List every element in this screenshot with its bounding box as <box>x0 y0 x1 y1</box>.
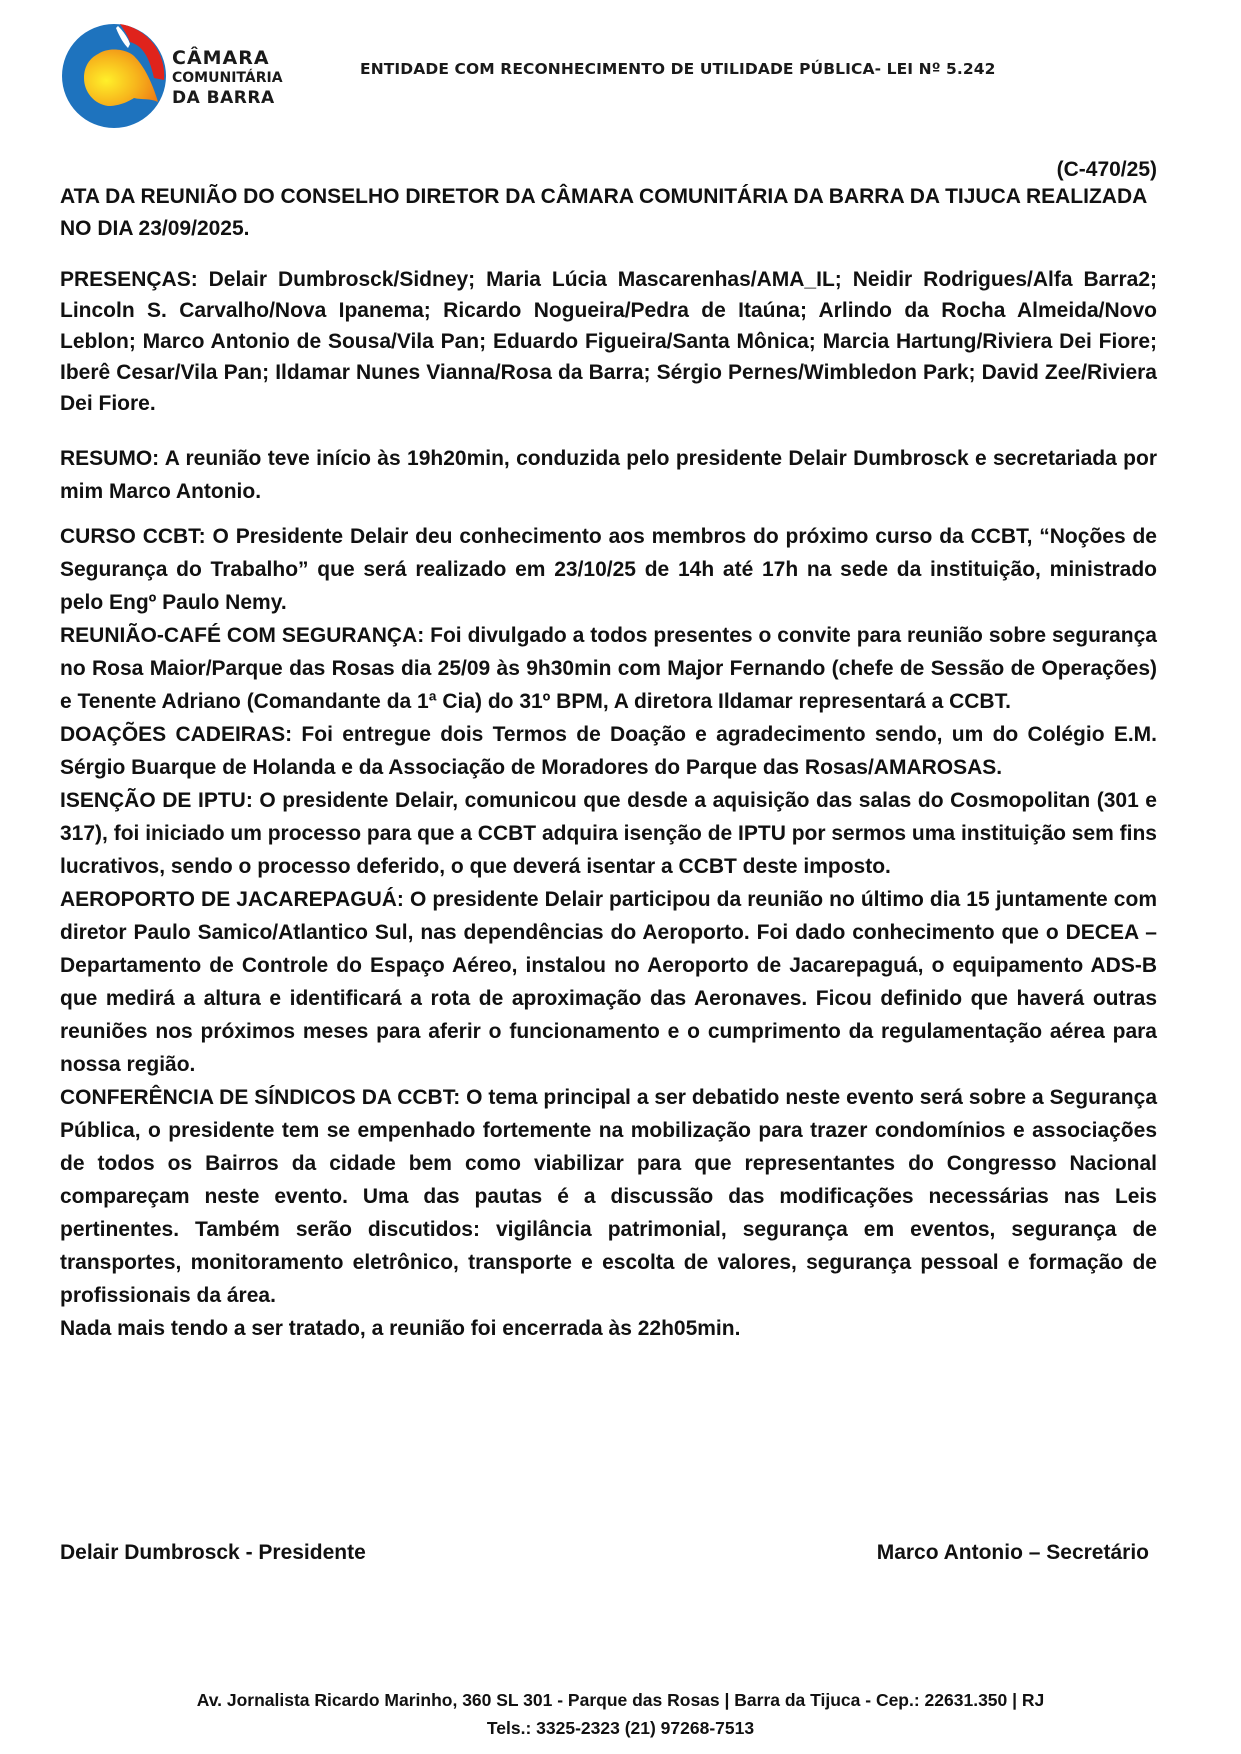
summary-text: A reunião teve início às 19h20min, conduzida pelo presidente Delair Dumbrosck e secretariada por mim Marco Antonio. <box>60 447 1157 503</box>
logo-line-1: CÂMARA <box>172 47 270 69</box>
document-code: (C-470/25) <box>1056 158 1157 181</box>
section-text: O presidente Delair, comunicou que desde a aquisição das salas do Cosmopolitan (301 e 317), foi iniciado um processo para que a CCBT adquira isenção de IPTU por sermos uma instituição sem fins lucrativos, sendo o processo deferido, o que deverá isentar a CCBT deste imposto. <box>60 789 1157 878</box>
section-label: CONFERÊNCIA DE SÍNDICOS DA CCBT: <box>60 1086 461 1109</box>
section-text: O Presidente Delair deu conhecimento aos membros do próximo curso da CCBT, “Noções de Segurança do Trabalho” que será realizado em 23/10/25 de 14h até 17h na sede da instituição, ministrado pelo Engº Paulo Nemy. <box>60 525 1157 614</box>
section-label: CURSO CCBT: <box>60 525 206 548</box>
section-curso-ccbt <box>60 520 1157 619</box>
signature-secretary: Marco Antonio – Secretário <box>876 1541 1149 1564</box>
ccbt-logo-icon <box>58 20 170 132</box>
section-label: AEROPORTO DE JACAREPAGUÁ: <box>60 888 404 911</box>
section-text: O presidente Delair participou da reunião no último dia 15 juntamente com diretor Paulo Samico/Atlantico Sul, nas dependências do Aeroporto. Foi dado conhecimento que o DECEA – Departamento de Controle do Espaço Aéreo, instalou no Aeroporto de Jacarepaguá, o equipamento ADS-B que medirá a altura e identificará a rota de aproximação das Aeronaves. Ficou definido que haverá outras reuniões nos próximos meses para aferir o funcionamento e o cumprimento da regulamentação aérea para nossa região. <box>60 888 1157 1076</box>
section-text: Foi entregue dois Termos de Doação e agradecimento sendo, um do Colégio E.M. Sérgio Buarque de Holanda e da Associação de Moradores do Parque das Rosas/AMAROSAS. <box>60 723 1157 779</box>
section-aeroporto <box>60 883 1157 1081</box>
section-label: REUNIÃO-CAFÉ COM SEGURANÇA: <box>60 624 425 647</box>
entity-recognition-text: ENTIDADE COM RECONHECIMENTO DE UTILIDADE PÚBLICA- LEI Nº 5.242 <box>360 60 996 78</box>
section-text: Foi divulgado a todos presentes o convite para reunião sobre segurança no Rosa Maior/Parque das Rosas dia 25/09 às 9h30min com Major Fernando (chefe de Sessão de Operações) e Tenente Adriano (Comandante da 1ª Cia) do 31º BPM, A diretora Ildamar representará a CCBT. <box>60 624 1157 713</box>
section-text: O tema principal a ser debatido neste evento será sobre a Segurança Pública, o presidente tem se empenhado fortemente na mobilização para trazer condomínios e associações de todos os Bairros da cidade bem como viabilizar para que representantes do Congresso Nacional compareçam neste evento. Uma das pautas é a discussão das modificações necessárias nas Leis pertinentes. Também serão discutidos: vigilância patrimonial, segurança em eventos, segurança de transportes, monitoramento eletrônico, transporte e escolta de valores, segurança pessoal e formação de profissionais da área. <box>60 1086 1157 1307</box>
logo-line-2: COMUNITÁRIA <box>172 70 283 86</box>
agenda-sections <box>60 520 1157 1345</box>
summary-paragraph <box>60 442 1157 508</box>
section-conferencia-sindicos <box>60 1081 1157 1312</box>
presences-paragraph <box>60 264 1157 419</box>
section-label: ISENÇÃO DE IPTU: <box>60 789 253 812</box>
signature-president: Delair Dumbrosck - Presidente <box>60 1541 366 1564</box>
footer-address: Av. Jornalista Ricardo Marinho, 360 SL 301 - Parque das Rosas | Barra da Tijuca - Cep.: 22631.350 | RJ <box>196 1690 1045 1710</box>
section-label: DOAÇÕES CADEIRAS: <box>60 723 293 746</box>
section-doacoes-cadeiras <box>60 718 1157 784</box>
logo-line-3: DA BARRA <box>172 88 275 108</box>
logo-wordmark <box>172 48 283 108</box>
presences-text: Delair Dumbrosck/Sidney; Maria Lúcia Mascarenhas/AMA_IL; Neidir Rodrigues/Alfa Barra2; Lincoln S. Carvalho/Nova Ipanema; Ricardo Nogueira/Pedra de Itaúna; Arlindo da Rocha Almeida/Novo Leblon; Marco Antonio de Sousa/Vila Pan; Eduardo Figueira/Santa Mônica; Marcia Hartung/Riviera Dei Fiore; Iberê Cesar/Vila Pan; Ildamar Nunes Vianna/Rosa da Barra; Sérgio Pernes/Wimbledon Park; David Zee/Riviera Dei Fiore. <box>60 268 1157 415</box>
presences-label: PRESENÇAS: <box>60 268 198 291</box>
page-footer <box>0 1686 1241 1742</box>
section-reuniao-cafe <box>60 619 1157 718</box>
summary-label: RESUMO: <box>60 447 160 470</box>
document-title: ATA DA REUNIÃO DO CONSELHO DIRETOR DA CÂMARA COMUNITÁRIA DA BARRA DA TIJUCA REALIZADA NO DIA 23/09/2025. <box>60 185 1147 240</box>
section-isencao-iptu <box>60 784 1157 883</box>
footer-phones: Tels.: 3325-2323 (21) 97268-7513 <box>486 1718 755 1738</box>
closing-statement: Nada mais tendo a ser tratado, a reunião foi encerrada às 22h05min. <box>60 1317 741 1340</box>
